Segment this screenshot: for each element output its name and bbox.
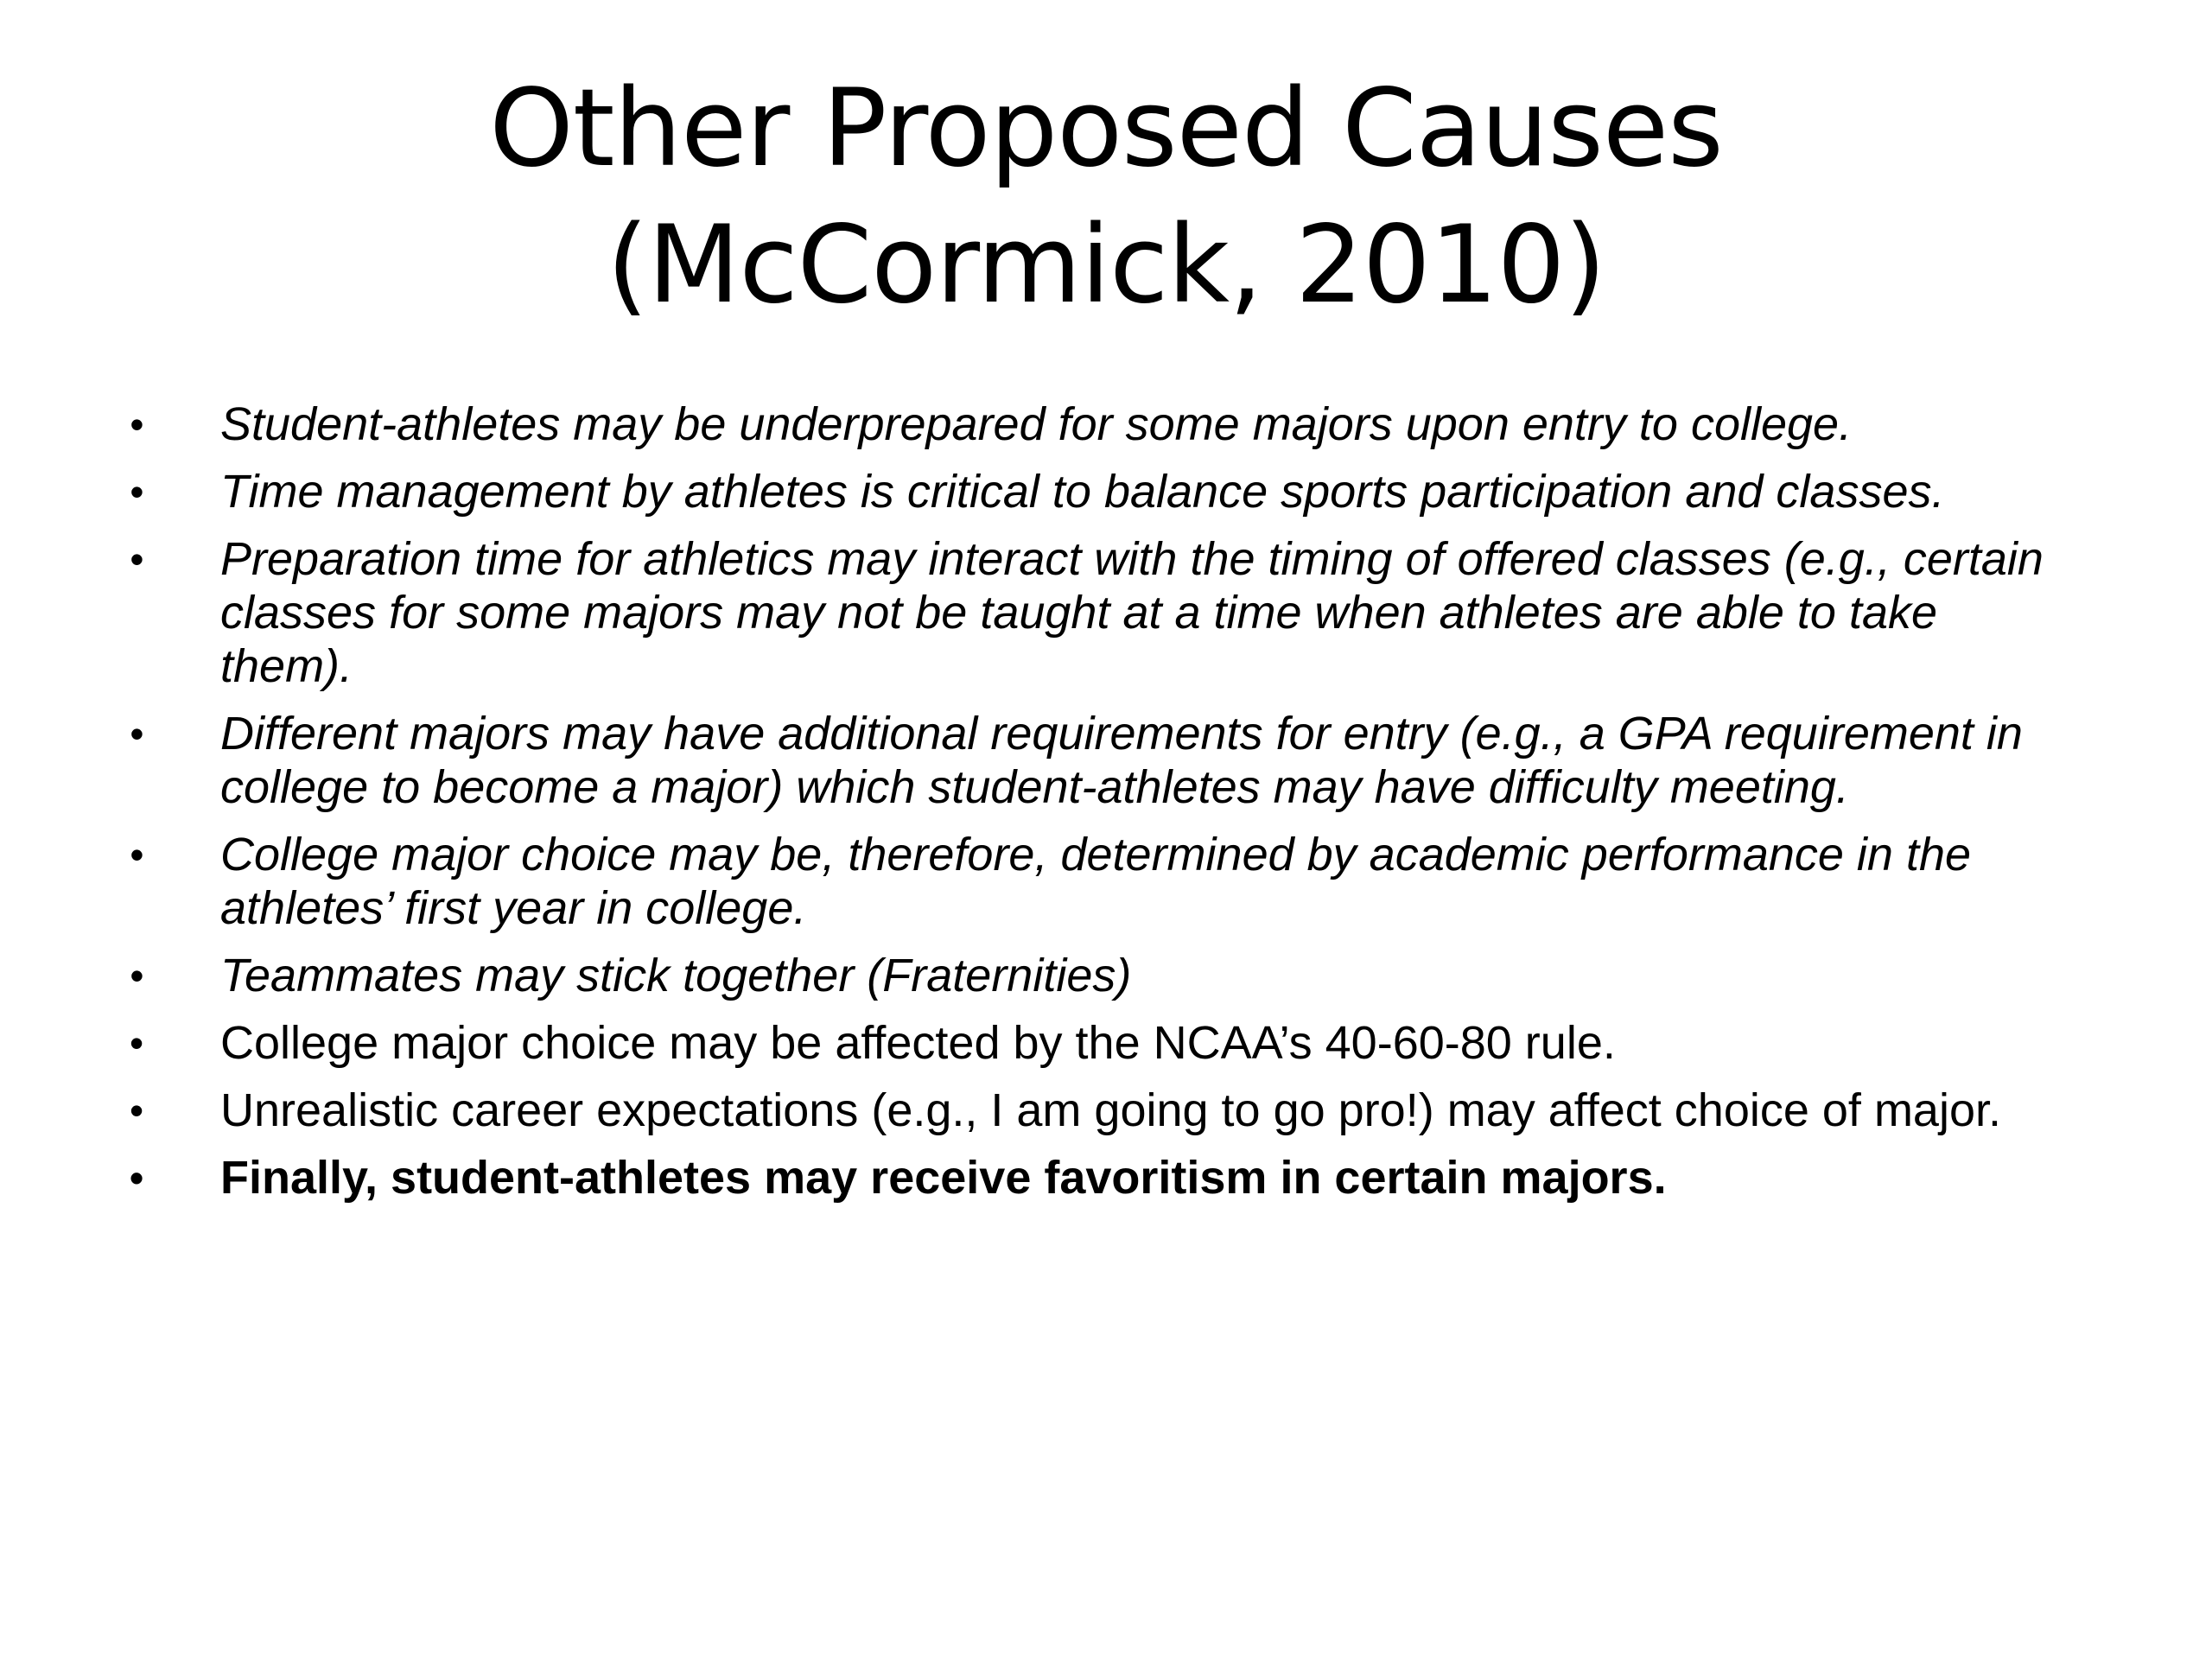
bullet-text: Different majors may have additional requirements for entry (e.g., a GPA requirement in college to become a major) which student-athletes may have difficulty meeting. xyxy=(220,708,2023,813)
bullet-dot-icon: • xyxy=(130,402,144,447)
bullet-item xyxy=(130,707,2082,814)
bullet-dot-icon: • xyxy=(130,953,144,998)
bullet-item xyxy=(130,532,2082,693)
bullet-text: Teammates may stick together (Fraternities) xyxy=(220,950,1132,1001)
bullet-item xyxy=(130,1151,2082,1205)
bullet-dot-icon: • xyxy=(130,1020,144,1065)
bullet-item xyxy=(130,1016,2082,1070)
bullet-text: College major choice may be, therefore, determined by academic performance in the athletes’ first year in college. xyxy=(220,829,1972,934)
bullet-item xyxy=(130,949,2082,1002)
bullet-dot-icon: • xyxy=(130,711,144,756)
bullet-text: Unrealistic career expectations (e.g., I am going to go pro!) may affect choice of major. xyxy=(220,1084,2001,1136)
slide-title: Other Proposed Causes (McCormick, 2010) xyxy=(489,67,1723,327)
bullet-text: Finally, student-athletes may receive favoritism in certain majors. xyxy=(220,1152,1667,1204)
bullet-text: Preparation time for athletics may interact with the timing of offered classes (e.g., certain classes for some majors may not be taught at a time when athletes are able to take them). xyxy=(220,533,2044,692)
bullet-dot-icon: • xyxy=(130,1155,144,1200)
bullet-dot-icon: • xyxy=(130,469,144,514)
bullet-dot-icon: • xyxy=(130,1088,144,1133)
bullet-item xyxy=(130,1084,2082,1137)
bullet-dot-icon: • xyxy=(130,832,144,877)
bullet-item xyxy=(130,465,2082,518)
bullet-item xyxy=(130,397,2082,451)
bullet-item xyxy=(130,828,2082,935)
bullet-text: Time management by athletes is critical to balance sports participation and classes. xyxy=(220,466,1945,518)
bullet-list xyxy=(130,397,2082,1218)
bullet-text: Student-athletes may be underprepared for some majors upon entry to college. xyxy=(220,398,1853,450)
bullet-text: College major choice may be affected by the NCAA’s 40-60-80 rule. xyxy=(220,1017,1616,1069)
bullet-dot-icon: • xyxy=(130,537,144,582)
